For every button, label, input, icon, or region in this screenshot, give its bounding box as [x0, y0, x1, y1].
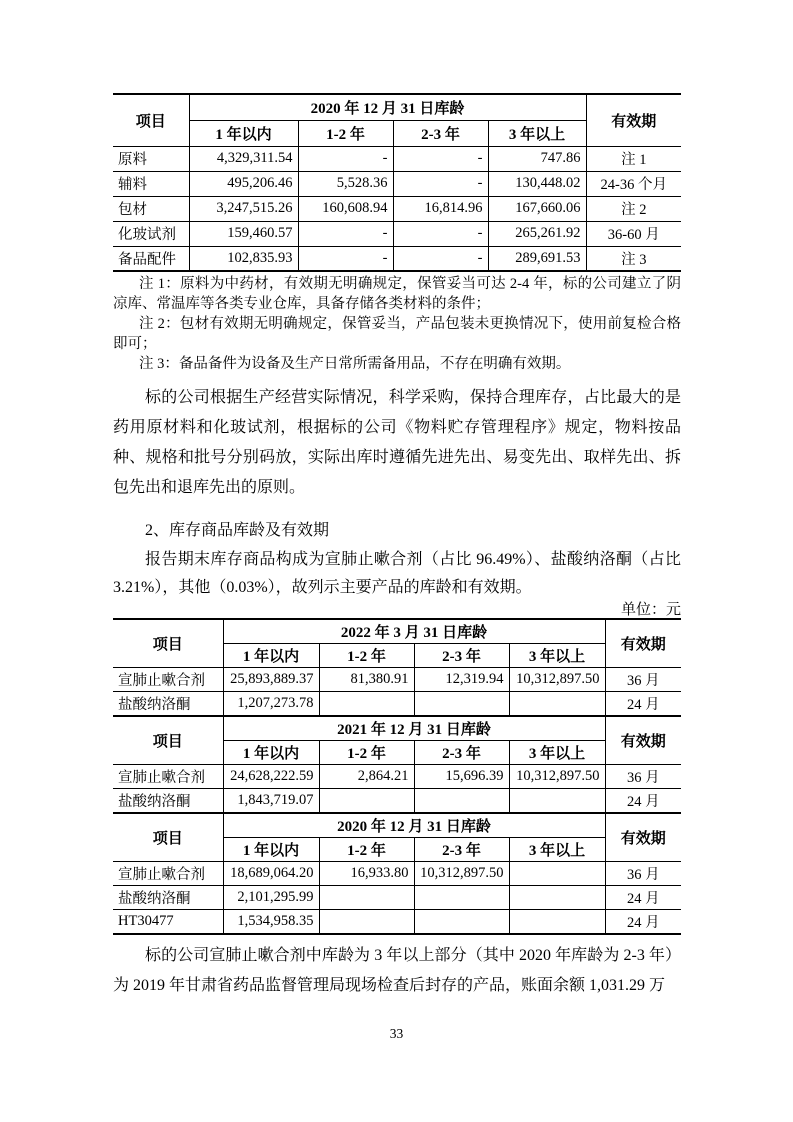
value-cell: 3,247,515.26 — [189, 196, 298, 221]
item-cell: 盐酸纳洛酮 — [113, 789, 223, 814]
value-cell: 15,696.39 — [414, 765, 509, 789]
value-cell — [414, 910, 509, 935]
aging-section-2022-03-31 — [113, 619, 681, 716]
value-cell: 265,261.92 — [488, 221, 586, 246]
value-cell: 10,312,897.50 — [509, 765, 605, 789]
validity-cell: 24 月 — [605, 692, 681, 717]
table-row — [113, 765, 681, 789]
validity-cell: 注 3 — [586, 246, 681, 271]
value-cell: 160,608.94 — [298, 196, 393, 221]
column-header: 2-3 年 — [414, 644, 509, 668]
column-header: 2-3 年 — [414, 838, 509, 862]
value-cell: 25,893,889.37 — [223, 668, 319, 692]
table-row — [113, 789, 681, 814]
value-cell: 81,380.91 — [319, 668, 414, 692]
aging-title: 2021 年 12 月 31 日库龄 — [223, 716, 605, 741]
table-row — [113, 692, 681, 717]
value-cell — [509, 789, 605, 814]
column-header: 1 年以内 — [223, 644, 319, 668]
note-1: 注 1：原料为中药材，有效期无明确规定，保管妥当可达 2-4 年，标的公司建立了阴凉库、常温库等各类专业仓库，具备存储各类材料的条件； — [113, 276, 681, 312]
column-header: 2-3 年 — [393, 120, 488, 146]
value-cell: 167,660.06 — [488, 196, 586, 221]
value-cell: 495,206.46 — [189, 171, 298, 196]
table-row — [113, 221, 681, 246]
table-row — [113, 146, 681, 171]
value-cell: - — [393, 221, 488, 246]
section-heading: 2、库存商品库龄及有效期 — [145, 522, 330, 539]
value-cell — [319, 886, 414, 910]
value-cell: 18,689,064.20 — [223, 862, 319, 886]
value-cell: 102,835.93 — [189, 246, 298, 271]
table-row — [113, 910, 681, 935]
validity-cell: 24 月 — [605, 910, 681, 935]
table-row — [113, 886, 681, 910]
value-cell — [414, 692, 509, 717]
value-cell: 16,933.80 — [319, 862, 414, 886]
column-header-item: 项目 — [113, 94, 189, 146]
value-cell: 16,814.96 — [393, 196, 488, 221]
column-header: 3 年以上 — [509, 838, 605, 862]
note-3: 注 3：备品备件为设备及生产日常所需备用品，不存在明确有效期。 — [139, 356, 571, 372]
column-header-validity: 有效期 — [586, 94, 681, 146]
header-row-aging-title — [113, 94, 681, 120]
column-header-item: 项目 — [113, 619, 223, 668]
validity-cell: 36-60 月 — [586, 221, 681, 246]
value-cell: 289,691.53 — [488, 246, 586, 271]
item-cell: 辅料 — [113, 171, 189, 196]
value-cell — [509, 692, 605, 717]
value-cell: 1,534,958.35 — [223, 910, 319, 935]
value-cell: 747.86 — [488, 146, 586, 171]
value-cell: - — [298, 246, 393, 271]
aging-title: 2022 年 3 月 31 日库龄 — [223, 619, 605, 644]
item-cell: 原料 — [113, 146, 189, 171]
item-cell: 宣肺止嗽合剂 — [113, 765, 223, 789]
value-cell: - — [298, 221, 393, 246]
aging-section-2020-12-31 — [113, 813, 681, 934]
value-cell: 4,329,311.54 — [189, 146, 298, 171]
value-cell: 130,448.02 — [488, 171, 586, 196]
column-header-validity: 有效期 — [605, 813, 681, 862]
aging-title: 2020 年 12 月 31 日库龄 — [223, 813, 605, 838]
item-cell: 化玻试剂 — [113, 221, 189, 246]
table-row — [113, 668, 681, 692]
table-header — [113, 94, 681, 146]
value-cell: 2,864.21 — [319, 765, 414, 789]
column-header: 3 年以上 — [488, 120, 586, 146]
note-2: 注 2：包材有效期无明确规定，保管妥当，产品包装未更换情况下，使用前复检合格即可； — [113, 316, 681, 352]
column-header-item: 项目 — [113, 813, 223, 862]
value-cell — [414, 886, 509, 910]
column-header: 1-2 年 — [319, 838, 414, 862]
unit-label: 单位：元 — [620, 602, 681, 618]
item-cell: 备品配件 — [113, 246, 189, 271]
column-header: 1 年以内 — [223, 741, 319, 765]
value-cell — [319, 910, 414, 935]
validity-cell: 24 月 — [605, 886, 681, 910]
value-cell: 5,528.36 — [298, 171, 393, 196]
header-row-aging-title — [113, 716, 681, 741]
header-row-aging-title — [113, 813, 681, 838]
validity-cell: 注 2 — [586, 196, 681, 221]
validity-cell: 24-36 个月 — [586, 171, 681, 196]
item-cell: HT30477 — [113, 910, 223, 935]
value-cell: 159,460.57 — [189, 221, 298, 246]
value-cell: 12,319.94 — [414, 668, 509, 692]
table-row — [113, 196, 681, 221]
table-row — [113, 246, 681, 271]
value-cell — [414, 789, 509, 814]
value-cell: 2,101,295.99 — [223, 886, 319, 910]
paragraph-storage-policy: 标的公司根据生产经营实际情况，科学采购，保持合理库存，占比最大的是药用原材料和化玻试剂，根据标的公司《物料贮存管理程序》规定，物料按品种、规格和批号分别码放，实际出库时遵循先进先出、易变先出、取样先出、拆包先出和退库先出的原则。 — [113, 389, 681, 496]
column-header: 1 年以内 — [189, 120, 298, 146]
inventory-aging-table-products — [113, 618, 681, 935]
table-row — [113, 171, 681, 196]
value-cell: 10,312,897.50 — [414, 862, 509, 886]
item-cell: 盐酸纳洛酮 — [113, 886, 223, 910]
value-cell — [319, 789, 414, 814]
item-cell: 包材 — [113, 196, 189, 221]
header-row-aging-title — [113, 619, 681, 644]
item-cell: 宣肺止嗽合剂 — [113, 668, 223, 692]
value-cell: - — [393, 171, 488, 196]
value-cell — [509, 886, 605, 910]
inventory-aging-table-materials — [113, 93, 681, 272]
value-cell: 1,207,273.78 — [223, 692, 319, 717]
validity-cell: 36 月 — [605, 862, 681, 886]
value-cell: - — [393, 246, 488, 271]
item-cell: 宣肺止嗽合剂 — [113, 862, 223, 886]
validity-cell: 36 月 — [605, 765, 681, 789]
value-cell: 24,628,222.59 — [223, 765, 319, 789]
table-row — [113, 862, 681, 886]
table-notes — [113, 274, 681, 374]
value-cell — [509, 910, 605, 935]
aging-section-2021-12-31 — [113, 716, 681, 813]
value-cell: 1,843,719.07 — [223, 789, 319, 814]
column-header: 3 年以上 — [509, 644, 605, 668]
item-cell: 盐酸纳洛酮 — [113, 692, 223, 717]
column-header: 1 年以内 — [223, 838, 319, 862]
value-cell: 10,312,897.50 — [509, 668, 605, 692]
column-header: 2-3 年 — [414, 741, 509, 765]
column-header: 1-2 年 — [298, 120, 393, 146]
validity-cell: 36 月 — [605, 668, 681, 692]
value-cell — [319, 692, 414, 717]
value-cell: - — [393, 146, 488, 171]
column-header-validity: 有效期 — [605, 716, 681, 765]
column-header: 3 年以上 — [509, 741, 605, 765]
paragraph-product-composition: 报告期末库存商品构成为宣肺止嗽合剂（占比 96.49%）、盐酸纳洛酮（占比 3.21%），其他（0.03%），故列示主要产品的库龄和有效期。 — [113, 551, 681, 596]
value-cell — [509, 862, 605, 886]
page-number: 33 — [389, 1026, 404, 1041]
column-header-validity: 有效期 — [605, 619, 681, 668]
paragraph-sealed-products: 标的公司宣肺止嗽合剂中库龄为 3 年以上部分（其中 2020 年库龄为 2-3 年）为 2019 年甘肃省药品监督管理局现场检查后封存的产品，账面余额 1,031.29 万 — [113, 947, 681, 994]
column-header: 1-2 年 — [319, 741, 414, 765]
validity-cell: 注 1 — [586, 146, 681, 171]
aging-title: 2020 年 12 月 31 日库龄 — [189, 94, 586, 120]
value-cell: - — [298, 146, 393, 171]
column-header: 1-2 年 — [319, 644, 414, 668]
column-header-item: 项目 — [113, 716, 223, 765]
validity-cell: 24 月 — [605, 789, 681, 814]
